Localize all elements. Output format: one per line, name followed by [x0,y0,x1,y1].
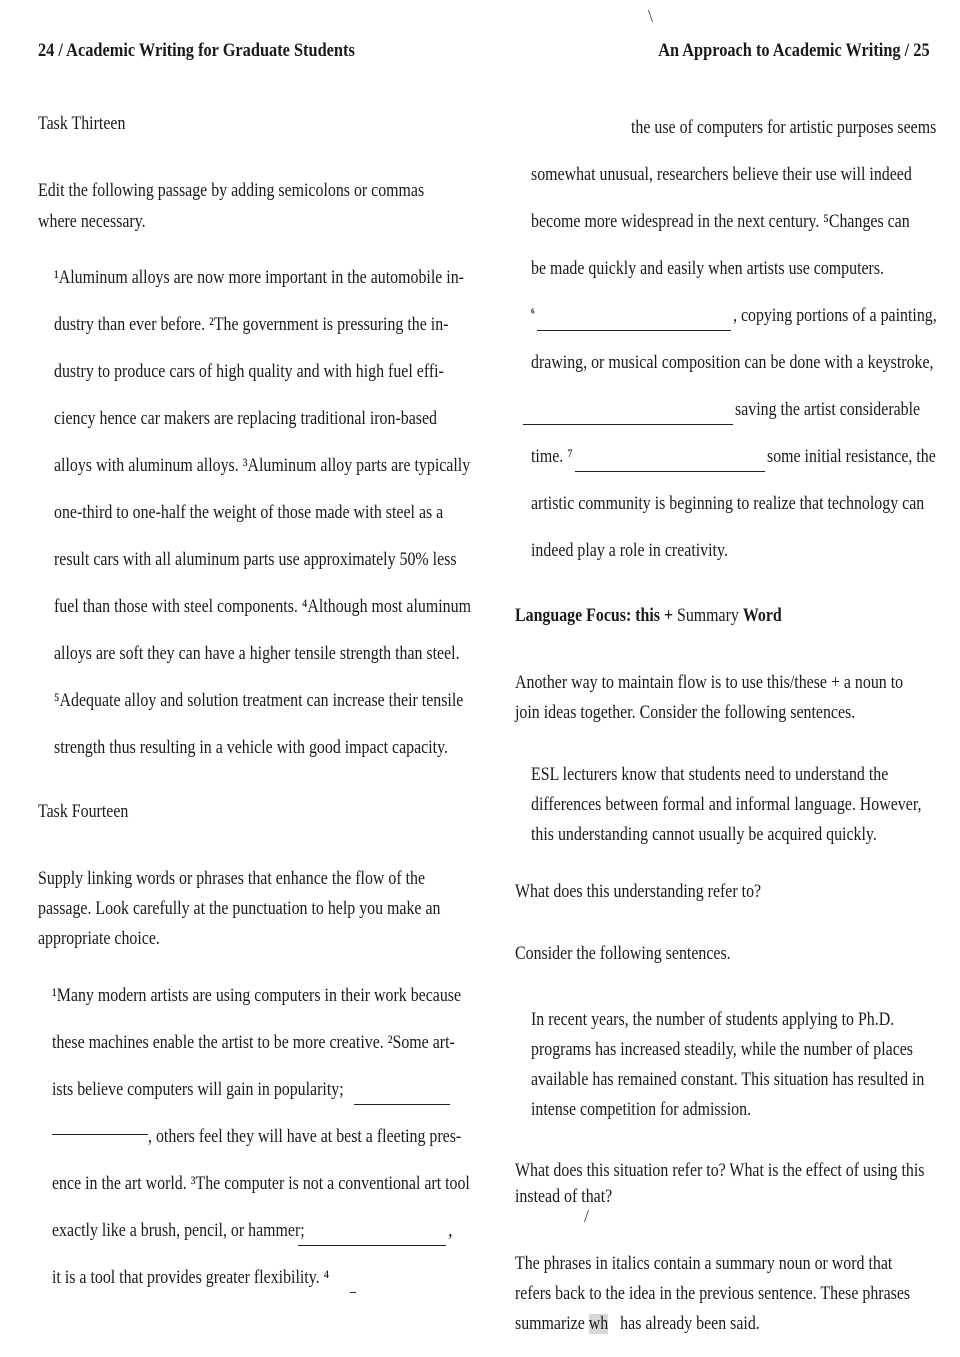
example-1: ESL lecturers know that students need to understand the differences between formal and informal language. However, this understanding cannot usually be acquired quickly. [531,765,922,845]
task13-line-7: result cars with all aluminum parts use approximately 50% less [54,550,457,570]
cont-line-8a: time. ⁷ [531,447,573,467]
task13-title: Task Thirteen [38,114,126,134]
cont-line-8b: some initial resistance, the [767,447,936,467]
cont-line-6: drawing, or musical composition can be done with a keystroke, [531,353,934,373]
task14-line-1: ¹Many modern artists are using computers in their work because [52,986,462,1006]
task14-passage-continued [515,118,937,578]
left-page: 24 / Academic Writing for Graduate Students Task Thirteen Edit the following passage by adding semicolons or commas where necessary. ¹Aluminum alloys are now more important in the automobile in- dustry than ever before. ²The government is pressuring the in- dustry to produce cars of high quality and with high fuel effi- ciency hence car makers are replacing traditional iron-based alloys with aluminum alloys. ³Aluminum alloy parts are typically one-third to one-half the weight of those made with steel as a result cars with all aluminum parts use approximately 50% less fuel than those with steel components. ⁴Although most aluminum alloys are soft they can have a higher tensile strength than steel. ⁵Adequate alloy and solution treatment can increase their tensile strength thus resulting in a vehicle with good impact capacity. Task Fourteen Supply linking words or phrases that enhance the flow of the passage. Look carefully at the punctuation to help you make an appropriate choice. ¹Many modern artists are using computers in their work because these machines enable the artist to be more creative. ²Some art- ists believe computers will gain in popularity; , others feel they will have at best a fleeting pres- ence in the art world. ³The computer is not a conventional art tool exactly like a brush, pencil, or hammer; , it is a tool that provides greater flexibility. ⁴ [38,0,456,1357]
task13-line-5: alloys with aluminum alloys. ³Aluminum alloy parts are typically [54,456,471,476]
closing-paragraph: The phrases in italics contain a summary noun or word that refers back to the idea in the previous sentence. These phrases summarize wh has already been said. [515,1254,911,1334]
language-focus-intro: Another way to maintain flow is to use this/these + a noun to join ideas together. Consider the following sentences. [515,673,904,723]
left-running-head: 24 / Academic Writing for Graduate Students [38,40,355,61]
task13-line-4: ciency hence car makers are replacing traditional iron-based [54,409,437,429]
blank-2[interactable] [298,1229,446,1246]
scan-mark-top: \ [648,6,654,26]
task14-line-7: it is a tool that provides greater flexibility. ⁴ [52,1268,330,1288]
task13-line-1: ¹Aluminum alloys are now more important in the automobile in- [54,268,464,288]
question-1: What does this understanding refer to? [515,882,762,902]
cont-line-1: the use of computers for artistic purposes seems [631,118,937,138]
right-running-head: An Approach to Academic Writing / 25 [658,40,930,61]
task13-instruction: Edit the following passage by adding semicolons or commas where necessary. [38,181,425,232]
cont-line-7: saving the artist considerable [735,400,921,420]
consider-text: Consider the following sentences. [515,944,731,964]
blank-4-start[interactable] [350,1276,356,1293]
cont-line-5: , copying portions of a painting, [733,306,937,326]
task13-line-11: strength thus resulting in a vehicle with good impact capacity. [54,738,448,758]
task13-line-3: dustry to produce cars of high quality and with high fuel effi- [54,362,444,382]
cont-line-2: somewhat unusual, researchers believe their use will indeed [531,165,912,185]
blank-1a[interactable] [354,1088,450,1105]
task14-instruction: Supply linking words or phrases that enhance the flow of the passage. Look carefully at the punctuation to help you make an appropriate choice. [38,869,441,949]
cont-line-5-num: ⁶ [531,306,535,320]
question-2: What does this situation refer to? What is the effect of using this instead of that? [515,1161,925,1207]
cont-line-10: indeed play a role in creativity. [531,541,728,561]
task13-line-8: fuel than those with steel components. ⁴Although most aluminum [54,597,471,617]
task13-line-6: one-third to one-half the weight of those made with steel as a [54,503,444,523]
task14-line-6: exactly like a brush, pencil, or hammer; [52,1221,305,1241]
blank-7[interactable] [575,455,765,472]
cont-line-4: be made quickly and easily when artists use computers. [531,259,885,279]
scan-mark-bottom: / [584,1206,590,1226]
blank-6[interactable] [523,408,733,425]
blank-1b[interactable] [52,1118,148,1135]
task14-line-2: these machines enable the artist to be more creative. ²Some art- [52,1033,455,1053]
task13-line-10: ⁵Adequate alloy and solution treatment can increase their tensile [54,691,464,711]
cont-line-9: artistic community is beginning to realize that technology can [531,494,925,514]
cont-line-3: become more widespread in the next century. ⁵Changes can [531,212,910,232]
task13-line-2: dustry than ever before. ²The government is pressuring the in- [54,315,449,335]
task13-line-9: alloys are soft they can have a higher tensile strength than steel. [54,644,460,664]
task14-title: Task Fourteen [38,802,129,822]
task14-line-5: ence in the art world. ³The computer is not a conventional art tool [52,1174,470,1194]
example-2: In recent years, the number of students applying to Ph.D. programs has increased steadily, while the number of places available has remained constant. This situation has resulted in intense competition for admission. [531,1010,925,1120]
blank-5[interactable] [537,314,731,331]
language-focus-heading: Language Focus: this + Summary Word [515,606,782,626]
right-page [515,0,937,1357]
task14-line-4: , others feel they will have at best a fleeting pres- [148,1127,462,1147]
task14-line-3: ists believe computers will gain in popularity; [52,1080,344,1100]
